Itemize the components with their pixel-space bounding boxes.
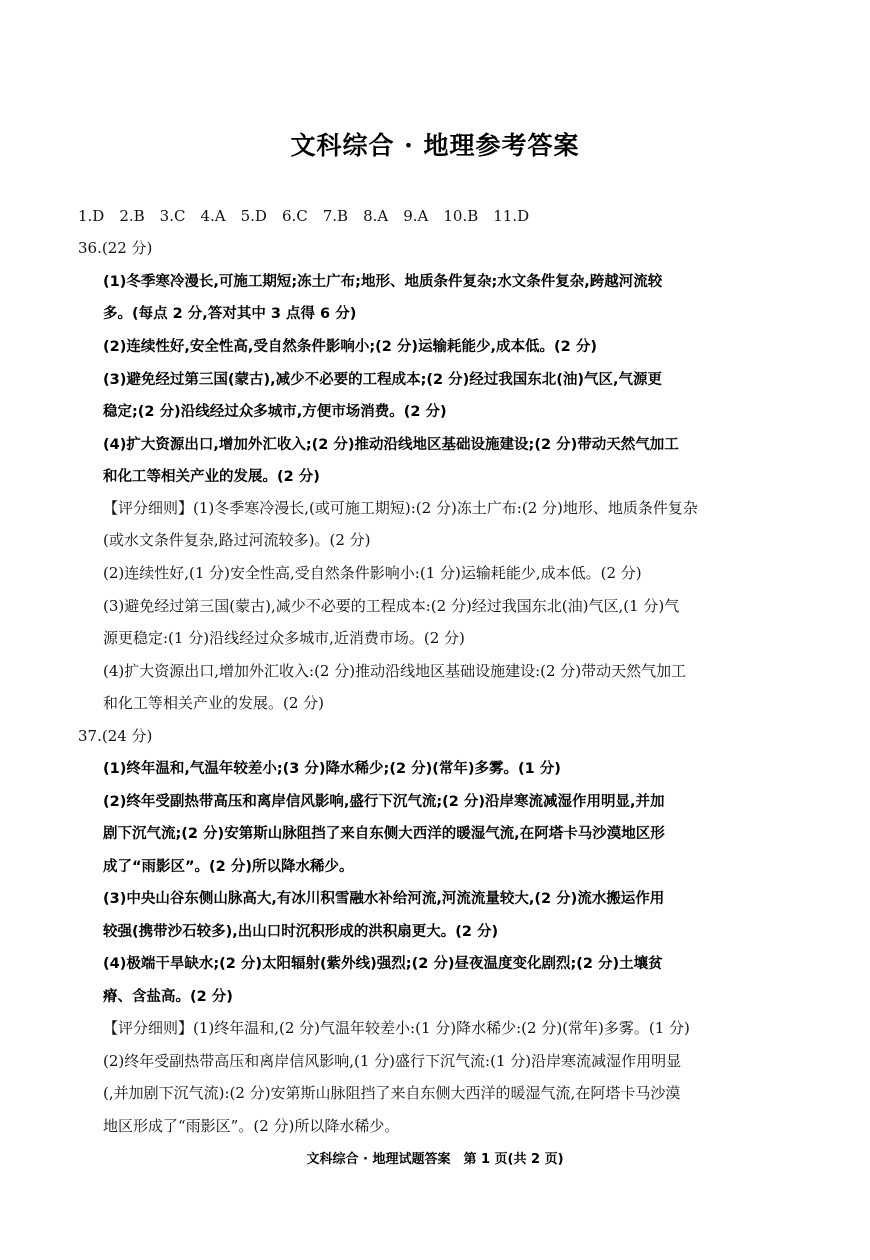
q36-answer-line: (1)冬季寒冷漫长,可施工期短;冻土广布;地形、地质条件复杂;水文条件复杂,跨越河流较 (103, 274, 663, 290)
q37-answer-line: 瘠、含盐高。(2 分) (103, 989, 233, 1005)
multiple-choice-answers: 1.D 2.B 3.C 4.A 5.D 6.C 7.B 8.A 9.A 10.B 11.D (78, 207, 530, 225)
q36-rubric-line: 【评分细则】(1)冬季寒冷漫长,(或可施工期短):(2 分)冻土广布:(2 分)地形、地质条件复杂 (103, 499, 698, 517)
q37-answer-line: (2)终年受副热带高压和离岸信风影响,盛行下沉气流;(2 分)沿岸寒流减湿作用明显,并加 (103, 794, 665, 810)
q36-answer-line: 和化工等相关产业的发展。(2 分) (103, 469, 320, 485)
q36-rubric-line: (或水文条件复杂,路过河流较多)。(2 分) (103, 531, 371, 549)
page-footer: 文科综合 · 地理试题答案 第 1 页(共 2 页) (306, 1152, 564, 1167)
question-37-header: 37.(24 分) (78, 727, 153, 745)
q36-answer-line: 稳定;(2 分)沿线经过众多城市,方便市场消费。(2 分) (103, 404, 447, 420)
q36-answer-line: (4)扩大资源出口,增加外汇收入;(2 分)推动沿线地区基础设施建设;(2 分)带动天然气加工 (103, 437, 679, 453)
page-title: 文科综合 · 地理参考答案 (290, 131, 580, 160)
q36-rubric-line: (4)扩大资源出口,增加外汇收入:(2 分)推动沿线地区基础设施建设:(2 分)带动天然气加工 (103, 662, 687, 680)
q37-rubric-line: 【评分细则】(1)终年温和,(2 分)气温年较差小:(1 分)降水稀少:(2 分)(常年)多雾。(1 分) (103, 1019, 690, 1037)
q36-answer-line: (3)避免经过第三国(蒙古),减少不必要的工程成本;(2 分)经过我国东北(油)气区,气源更 (103, 372, 663, 388)
q37-rubric-line: (2)终年受副热带高压和离岸信风影响,(1 分)盛行下沉气流:(1 分)沿岸寒流减湿作用明显 (103, 1052, 682, 1070)
q37-rubric-line: (,并加剧下沉气流):(2 分)安第斯山脉阻挡了来自东侧大西洋的暖湿气流,在阿塔卡马沙漠 (103, 1084, 681, 1102)
q37-answer-line: (4)极端干旱缺水;(2 分)太阳辐射(紫外线)强烈;(2 分)昼夜温度变化剧烈;(2 分)土壤贫 (103, 956, 663, 972)
q37-answer-line: 较强(携带沙石较多),出山口时沉积形成的洪积扇更大。(2 分) (103, 924, 499, 940)
q36-answer-line: (2)连续性好,安全性高,受自然条件影响小;(2 分)运输耗能少,成本低。(2 分) (103, 339, 597, 355)
q36-rubric-line: 源更稳定:(1 分)沿线经过众多城市,近消费市场。(2 分) (103, 629, 465, 647)
question-36-header: 36.(22 分) (78, 239, 153, 257)
q37-answer-line: 剧下沉气流;(2 分)安第斯山脉阻挡了来自东侧大西洋的暖湿气流,在阿塔卡马沙漠地区形 (103, 826, 665, 842)
q37-answer-line: (3)中央山谷东侧山脉高大,有冰川积雪融水补给河流,河流流量较大,(2 分)流水搬运作用 (103, 891, 665, 907)
q37-answer-line: (1)终年温和,气温年较差小;(3 分)降水稀少;(2 分)(常年)多雾。(1 分) (103, 761, 561, 777)
q36-answer-line: 多。(每点 2 分,答对其中 3 点得 6 分) (103, 306, 357, 322)
q36-rubric-line: (2)连续性好,(1 分)安全性高,受自然条件影响小:(1 分)运输耗能少,成本低。(2 分) (103, 564, 642, 582)
q37-rubric-line: 地区形成了“雨影区”。(2 分)所以降水稀少。 (103, 1117, 400, 1135)
q36-rubric-line: 和化工等相关产业的发展。(2 分) (103, 694, 325, 712)
q36-rubric-line: (3)避免经过第三国(蒙古),减少不必要的工程成本:(2 分)经过我国东北(油)气区,(1 分)气 (103, 597, 680, 615)
q37-answer-line: 成了“雨影区”。(2 分)所以降水稀少。 (103, 859, 354, 875)
